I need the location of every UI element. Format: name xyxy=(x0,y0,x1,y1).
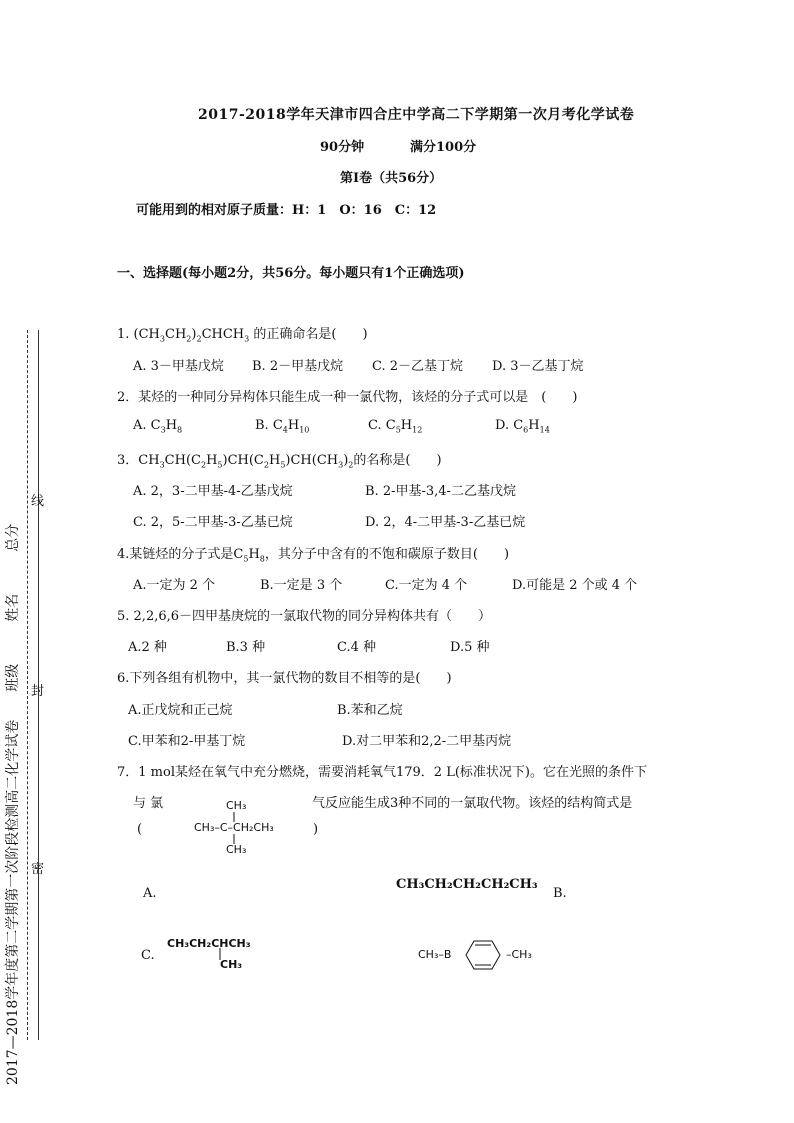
question-1-option-c: C. 2－乙基丁烷 xyxy=(372,359,464,374)
question-1-option-b: B. 2－甲基戊烷 xyxy=(252,359,344,374)
question-7-paren-open: ( xyxy=(137,822,143,837)
question-5-option-d: D.5 种 xyxy=(450,640,490,655)
question-7-option-c-structure-bottom: CH₃ xyxy=(220,958,243,971)
question-3-stem: 3．$CH_3CH(C_2H_5)CH(C_2H_5)CH(CH_3)_2$的名称是( ) xyxy=(117,453,442,470)
question-7-option-c-structure-top: CH₃CH₂CHCH₃ xyxy=(167,937,251,950)
question-7-option-a-label: A. xyxy=(143,886,157,901)
volume-title: 第I卷（共56分） xyxy=(340,171,443,186)
question-3-option-d: D. 2，4-二甲基-3-乙基已烷 xyxy=(365,515,526,530)
question-3-option-c: C. 2，5-二甲基-3-乙基已烷 xyxy=(133,515,293,530)
question-5-option-a: A.2 种 xyxy=(128,640,167,655)
question-3-option-a: A. 2，3-二甲基-4-乙基戊烷 xyxy=(133,484,293,499)
question-7-option-d-left: CH₃–B xyxy=(418,948,452,961)
question-6-option-d: D.对二甲苯和2,2-二甲基丙烷 xyxy=(342,734,512,749)
question-2-option-d: D. $C_6H_{14}$ xyxy=(495,418,550,435)
binding-dashed-line xyxy=(27,330,28,1040)
question-4-stem: 4.某链烃的分子式是$C_5H_8$，其分子中含有的不饱和碳原子数目( ) xyxy=(117,547,510,564)
question-7-option-d-right: –CH₃ xyxy=(506,948,532,961)
question-3-option-b: B. 2-甲基-3,4-二乙基戊烷 xyxy=(365,484,516,499)
question-7-option-b-label: B. xyxy=(553,886,567,901)
question-6-stem: 6.下列各组有机物中，其一氯代物的数目不相等的是( ) xyxy=(117,671,452,686)
question-7-paren-close: ) xyxy=(313,822,319,837)
binding-mark-mi: 密 xyxy=(31,862,45,877)
question-1-option-d: D. 3－乙基丁烷 xyxy=(492,359,584,374)
binding-mark-feng: 封 xyxy=(31,684,45,699)
question-4-option-a: A.一定为 2 个 xyxy=(133,578,216,593)
question-5-option-c: C.4 种 xyxy=(337,640,377,655)
binding-mark-xian: 线 xyxy=(31,494,45,509)
struct-inline-mid: CH₃–C–CH₂CH₃ xyxy=(194,821,274,834)
question-7-option-c-label: C. xyxy=(141,948,155,963)
question-2-option-b: B. $C_4H_{10}$ xyxy=(255,418,310,435)
struct-inline-bonds xyxy=(228,808,240,848)
struct-inline-top: CH₃ xyxy=(226,799,247,812)
question-7-stem-line2a: 与 氯 xyxy=(133,796,164,811)
benzene-ring-icon xyxy=(458,938,508,972)
question-2-option-c: C. $C_5H_{12}$ xyxy=(368,418,423,435)
exam-full-score: 满分100分 xyxy=(410,140,477,155)
question-2-stem: 2．某烃的一种同分异构体只能生成一种一氯代物，该烃的分子式可以是 ( ) xyxy=(117,390,578,405)
question-6-option-b: B.苯和乙烷 xyxy=(337,703,403,718)
exam-time: 90分钟 xyxy=(320,140,365,155)
binding-strip-text: 2017—2018学年度第二学期第一次阶段检测高二化学试卷 班级 姓名 总分 xyxy=(5,523,21,1085)
question-1-option-a: A. 3－甲基戊烷 xyxy=(133,359,224,374)
question-1-stem: 1. $(CH_3CH_2)_2CHCH_3$ 的正确命名是( ) xyxy=(117,327,368,344)
question-6-option-a: A.正戊烷和正己烷 xyxy=(128,703,233,718)
question-5-option-b: B.3 种 xyxy=(226,640,266,655)
question-7-stem-line1: 7．1 mol某烃在氧气中充分燃烧，需要消耗氧气179．2 L(标准状况下)。它在光照的条件下 xyxy=(117,765,647,780)
question-4-option-c: C.一定为 4 个 xyxy=(385,578,468,593)
exam-title: 2017-2018学年天津市四合庄中学高二下学期第一次月考化学试卷 xyxy=(198,107,635,123)
question-4-option-d: D.可能是 2 个或 4 个 xyxy=(512,578,638,593)
question-2-option-a: A. $C_3H_8$ xyxy=(133,418,183,435)
struct-inline-bottom: CH₃ xyxy=(226,843,247,856)
question-5-stem: 5. 2,2,6,6－四甲基庚烷的一氯取代物的同分异构体共有（ ） xyxy=(117,609,492,624)
question-7-option-b-structure: CH₃CH₂CH₂CH₂CH₃ xyxy=(396,877,538,892)
option-c-bond xyxy=(216,948,224,960)
atomic-mass-line: 可能用到的相对原子质量：H：1 O：16 C：12 xyxy=(136,203,437,218)
question-7-stem-line2b: 气反应能生成3种不同的一氯取代物。该烃的结构简式是 xyxy=(312,796,633,811)
section-heading: 一、选择题(每小题2分，共56分。每小题只有1个正确选项) xyxy=(117,266,465,281)
question-6-option-c: C.甲苯和2-甲基丁烷 xyxy=(128,734,246,749)
question-4-option-b: B.一定是 3 个 xyxy=(260,578,343,593)
